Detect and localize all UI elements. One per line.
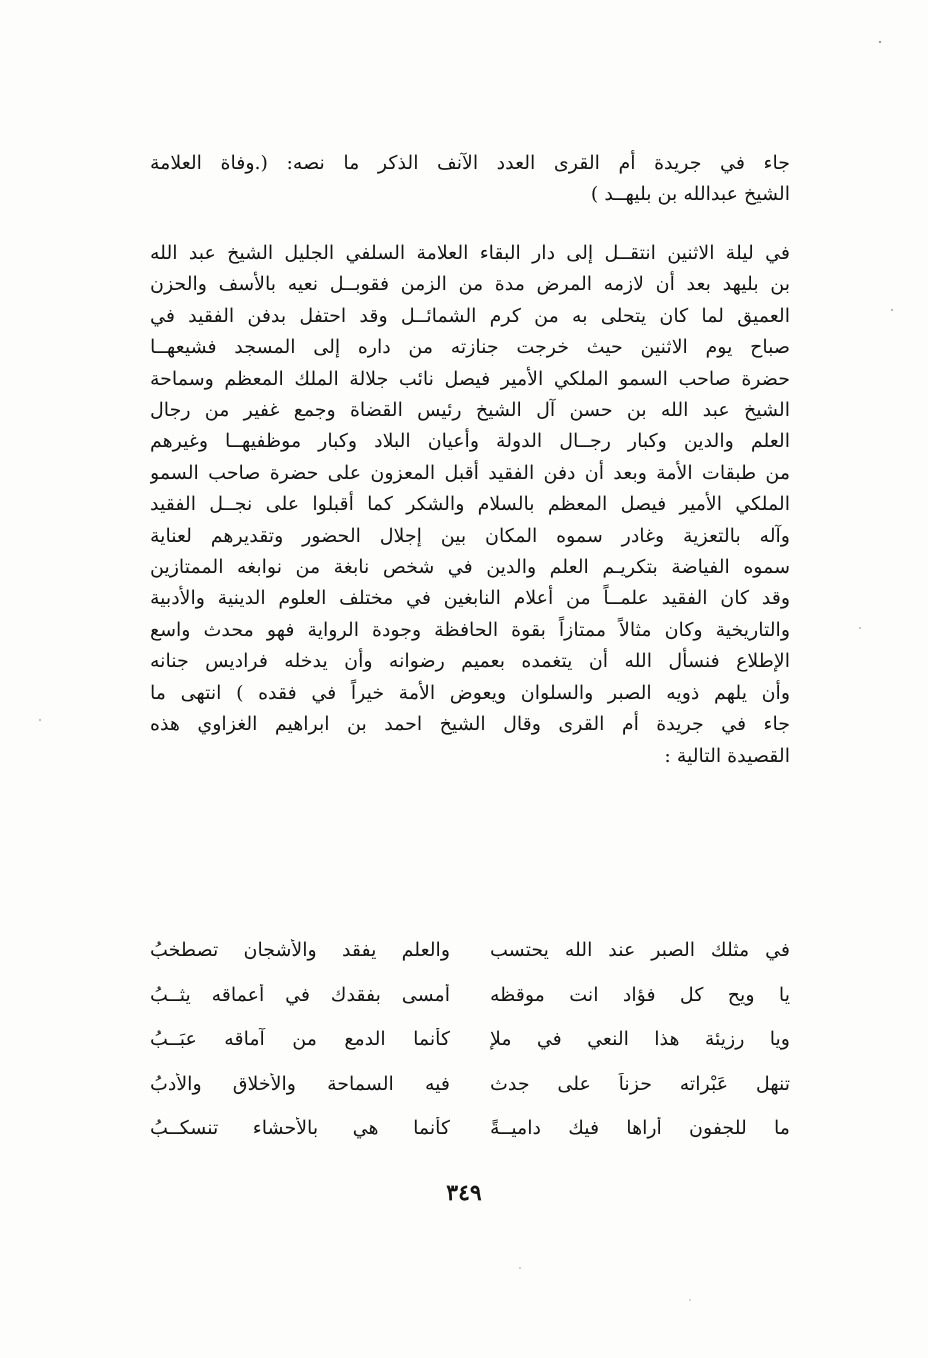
verse-first-hemistich: في مثلك الصبر عند الله يحتسب (490, 939, 790, 962)
poem (150, 928, 790, 1158)
verse-second-hemistich: كأنما الدمع من آماقه عبَــبُ (150, 1028, 450, 1051)
verse-first-hemistich: تنهل عَبْراته حزناً على جدث (490, 1072, 790, 1095)
verse-second-hemistich: والعلم يفقد والأشجان تصطخبُ (150, 939, 450, 962)
body-line: وقد كان الفقيد علمــاً من أعلام النابغين في مختلف العلوم الدينية والأدبية (150, 587, 790, 610)
body-line: بن بليهد بعد أن لازمه المرض مدة من الزمن فقوبــل نعيه بالأسف والحزن (150, 273, 790, 296)
body-line: جاء في جريدة أم القرى وقال الشيخ احمد بن ابراهيم الغزاوي هذه (150, 713, 790, 736)
verse-first-hemistich: ويا رزيئة هذا النعي في ملإ (490, 1028, 790, 1051)
verse-second-hemistich: أمسى بفقدك في أعماقه يثــبُ (150, 983, 450, 1006)
intro-line: جاء في جريدة أم القرى العدد الآنف الذكر ما نصه: (.وفاة العلامة (150, 152, 790, 174)
body-line: وأن يلهم ذويه الصبر والسلوان ويعوض الأمة خيراً في فقده ) انتهى ما (150, 681, 790, 704)
page-number: ٣٤٩ (446, 1180, 482, 1206)
poem-verse (150, 973, 790, 1018)
body-line: القصيدة التالية : (664, 744, 790, 767)
body-line: من طبقات الأمة وبعد أن دفن الفقيد أقبل المعزون على حضرة صاحب السمو (150, 461, 790, 484)
intro-paragraph (150, 148, 790, 228)
verse-second-hemistich: فيه السماحة والأخلاق والأدبُ (150, 1072, 450, 1095)
verse-first-hemistich: يا ويح كل فؤاد انت موقظه (490, 983, 790, 1006)
verse-first-hemistich: ما للجفون أراها فيك داميــةً (490, 1117, 790, 1140)
poem-verse (150, 1062, 790, 1107)
poem-verse (150, 1106, 790, 1151)
body-line: الشيخ عبد الله بن حسن آل الشيخ رئيس القضاة وجمع غفير من رجال (150, 399, 790, 422)
body-line: العميق لما كان يتحلى به من كرم الشمائــل وقد احتفل بدفن الفقيد في (150, 304, 790, 327)
intro-line: الشيخ عبدالله بن بليهــد ) (590, 183, 790, 206)
body-line: الملكي الأمير فيصل المعظم بالسلام والشكر كما أقبلوا على نجــل الفقيد (150, 493, 790, 516)
body-line: صباح يوم الاثنين حيث خرجت جنازته من داره إلى المسجد فشيعهــا (150, 336, 790, 359)
obituary-paragraph (150, 238, 790, 918)
verse-second-hemistich: كأنما هي بالأحشاء تنسكــبُ (150, 1117, 450, 1140)
body-line: في ليلة الاثنين انتقــل إلى دار البقاء العلامة السلفي الجليل الشيخ عبد الله (150, 242, 790, 264)
body-line: العلم والدين وكبار رجــال الدولة وأعيان البلاد وكبار موظفيهــا وغيرهم (150, 430, 790, 453)
body-line: سموه الفياضة بتكريـم العلم والدين في شخص نابغة من نوابغه الممتازين (150, 556, 790, 579)
body-line: والتاريخية وكان مثالاً ممتازاً بقوة الحافظة وجودة الرواية فهو محدث واسع (150, 618, 790, 641)
body-line: الإطلاع فنسأل الله أن يتغمده بعميم رضوانه وأن يدخله فراديس جنانه (150, 650, 790, 673)
poem-verse (150, 928, 790, 973)
poem-verse (150, 1017, 790, 1062)
body-line: وآله بالتعزية وغادر سموه المكان بين إجلال الحضور وتقديرهم لعناية (150, 524, 790, 547)
body-line: حضرة صاحب السمو الملكي الأمير فيصل نائب جلالة الملك المعظم وسماحة (150, 367, 790, 390)
